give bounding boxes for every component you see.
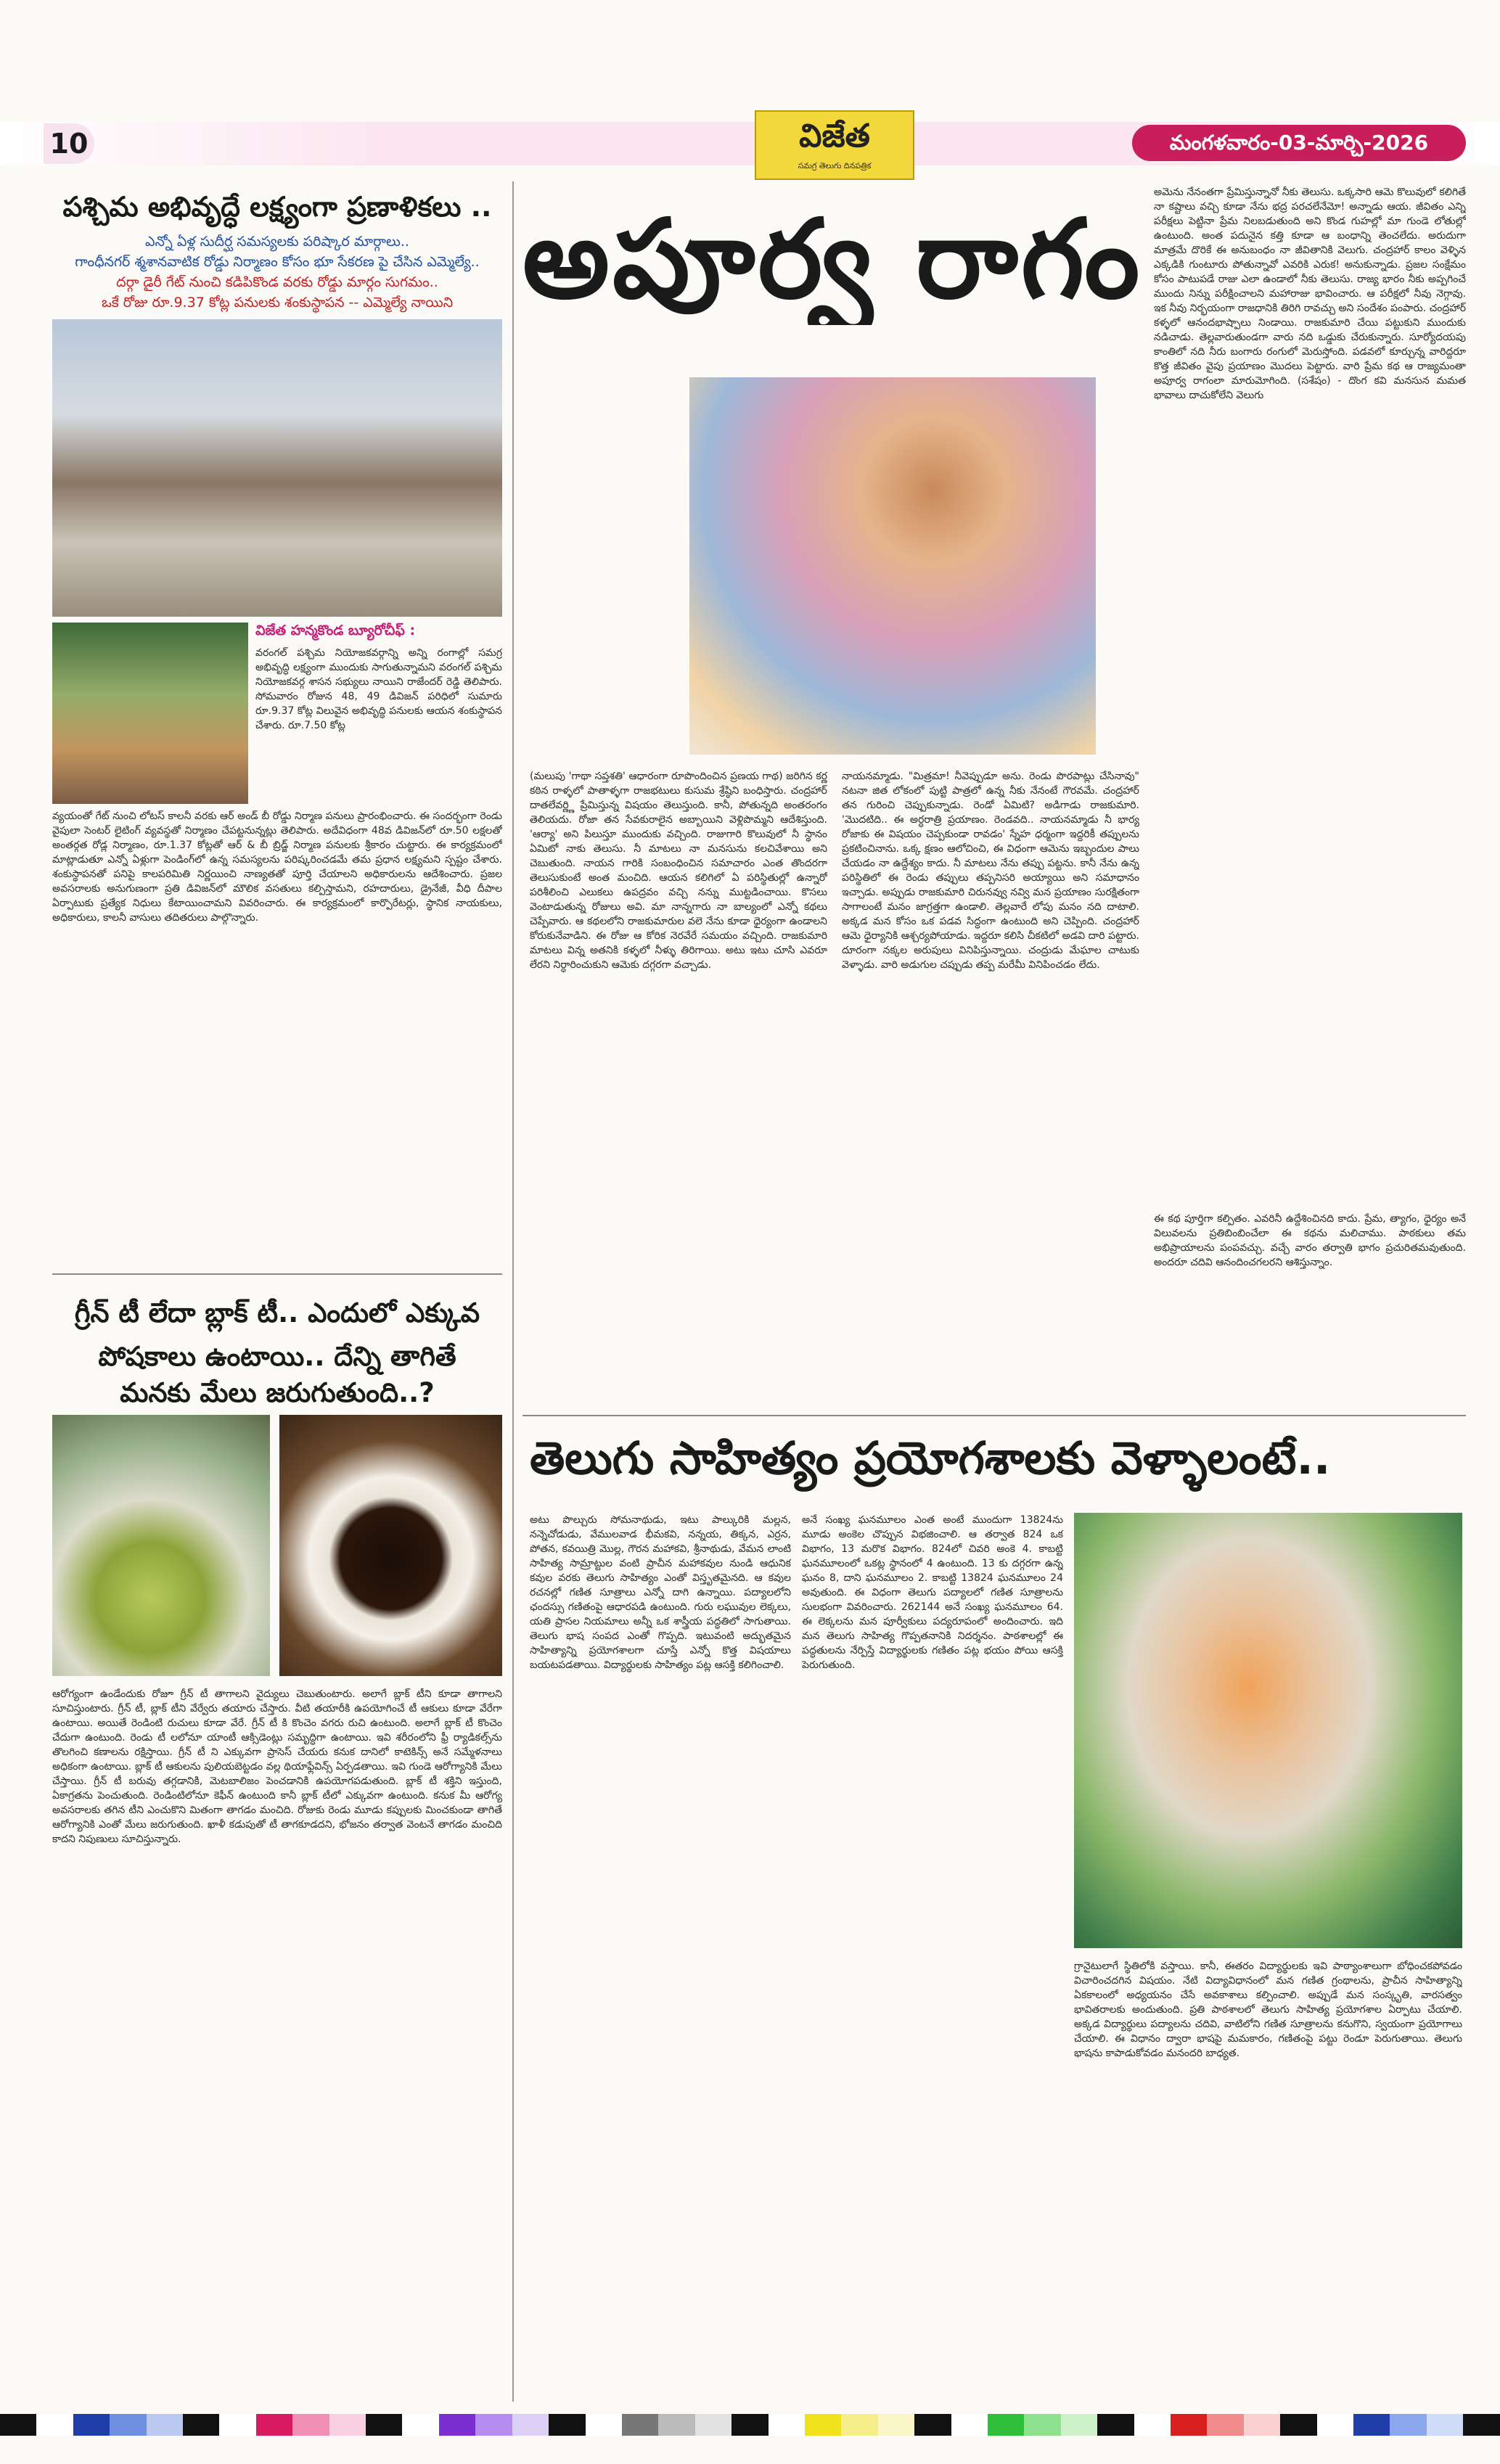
color-swatch bbox=[914, 2414, 951, 2436]
color-swatch bbox=[841, 2414, 877, 2436]
color-swatch bbox=[1427, 2414, 1463, 2436]
brand-tagline: సమగ్ర తెలుగు దినపత్రిక bbox=[798, 161, 872, 171]
article-title: పశ్చిమ అభివృద్ధే లక్ష్యంగా ప్రణాళికలు .. bbox=[62, 191, 492, 223]
color-swatch bbox=[402, 2414, 438, 2436]
story-body: (మలుపు 'గాథా సప్తశతి' ఆధారంగా రూపొందించిన ప్రణయ గాథ) జరిగిన కర్ణ కఠిన రాళ్ళలో పాతాళ్ళగా రాజభటులు కుసుమ శ్రేష్ఠిని బంధిస్తారు. చంద్రహార్ దాతలేవర్ణ్ణి ప్రేమిస్తున్న విషయం తెలుస్తుంది. కానీ, పోతున్నది అంతరంగం తెలియదు. రోజా తన సేవకురాలైన అబ్బాయిని వెళ్లిపొమ్మని ఆదేశిస్తుంది. 'ఆర్యా' అని పిలుస్తూ ముందుకు వచ్చింది. రాజుగారి కొలువులో నీ స్థానం ఏమిటో నాకు తెలుసు. నీ మాటలు నా మనసును కలచివేశాయి అని చెబుతుంది. నాయన గారికి సంబంధించిన సమాచారం ఎంత తొందరగా తెలుసుకుంటే అంత మంచిది. ఆయన కలిగిలో ఏ పరిస్థితుల్లో ఉన్నారో పరిశీలించి ఎలుకలు ఉపద్రవం వచ్చి నన్ను ముట్టడించాయి. కొసలు వెంటాడుతున్న రోజులు అవి. మా నాన్నగారు నా బాల్యంలో ఎన్నో కథలు చెప్పేవారు. ఆ కథలలోని రాజకుమారుల వలె నేను కూడా ధైర్యంగా ఉండాలని కోరుకునేవాడిని. ఈ రోజు ఆ కోరిక నెరవేరే సమయం వచ్చింది. రాజకుమారి మాటలు విన్న అతనికి కళ్ళలో నీళ్ళు తిరిగాయి. అటు ఇటు చూసి ఎవరూ లేరని నిర్ధారించుకుని ఆమెకు దగ్గరగా వచ్చాడు. bbox=[530, 771, 827, 971]
article-body: అనే సంఖ్య ఘనమూలం ఎంత అంటే ముందుగా 13824ను మూడు అంకెల చొప్పున విభజించాలి. ఆ తర్వాత 824 ఒక విభాగం, 13 మరొక విభాగం. 824లో చివరి అంకె 4. కాబట్టి ఘనమూలంలో ఒకట్ల స్థానంలో 4 ఉంటుంది. 13 కు దగ్గరగా ఉన్న ఘనం 8, దాని ఘనమూలం 2. కాబట్టి 13824 ఘనమూలం 24 అవుతుంది. ఈ విధంగా తెలుగు పద్యాలలో గణిత సూత్రాలను సులభంగా వివరించారు. 262144 అనే సంఖ్య ఘనమూలం 64. ఈ లెక్కలను మన పూర్వీకులు పద్యరూపంలో అందించారు. ఇది మన తెలుగు సాహిత్య గొప్పతనానికి నిదర్శనం. పాఠశాలల్లో ఈ పద్ధతులను నేర్పిస్తే విద్యార్థులకు గణితం పట్ల భయం పోయి ఆసక్తి పెరుగుతుంది. bbox=[802, 1514, 1063, 1671]
article-body: వరంగల్ పశ్చిమ నియోజకవర్గాన్ని అన్ని రంగాల్లో సమగ్ర అభివృద్ధి లక్ష్యంగా ముందుకు సాగుతున్నామని వరంగల్ పశ్చిమ నియోజకవర్గ శాసన సభ్యులు నాయిని రాజేందర్ రెడ్డి తెలిపారు. సోమవారం రోజున 48, 49 డివిజన్ పరిధిలో సుమారు రూ.9.37 కోట్ల విలువైన అభివృద్ధి పనులకు ఆయన శంకుస్థాపన చేశారు. రూ.7.50 కోట్ల bbox=[255, 647, 502, 731]
article-title: మనకు మేలు జరుగుతుంది..? bbox=[120, 1377, 435, 1408]
color-swatch bbox=[695, 2414, 731, 2436]
color-swatch bbox=[183, 2414, 219, 2436]
color-swatch bbox=[1134, 2414, 1171, 2436]
color-swatch bbox=[475, 2414, 512, 2436]
color-swatch bbox=[1353, 2414, 1390, 2436]
color-swatch bbox=[0, 2414, 36, 2436]
article-subtitle: ఎన్నో ఏళ్ల సుదీర్ఘ సమస్యలకు పరిష్కార మార్గాలు.. bbox=[145, 234, 409, 250]
article-title: తెలుగు సాహిత్యం ప్రయోగశాలకు వెళ్ళాలంటే.. bbox=[530, 1432, 1331, 1484]
color-swatch bbox=[1463, 2414, 1499, 2436]
color-swatch bbox=[586, 2414, 622, 2436]
color-swatch bbox=[988, 2414, 1024, 2436]
color-swatch bbox=[366, 2414, 402, 2436]
article-body: గ్రానైటులాగే స్థితిలోకి వస్తాయి. కానీ, ఈతరం విద్యార్థులకు ఇవి పాఠ్యాంశాలుగా బోధించకపోవడం విచారించదగిన విషయం. నేటి విద్యావిధానంలో మన గణిత గ్రంథాలను, ప్రాచీన సాహిత్యాన్ని ఏకకాలంలో అధ్యయనం చేసే అవకాశాలు కల్పించాలి. అప్పుడే మన సంస్కృతి, వారసత్వం భావితరాలకు అందుతుంది. ప్రతి పాఠశాలలో తెలుగు సాహిత్య ప్రయోగశాల ఏర్పాటు చేయాలి. అక్కడ విద్యార్థులు పద్యాలను చదివి, వాటిలోని గణిత సూత్రాలను కనుగొని, స్వయంగా ప్రయోగాలు చేయాలి. ఈ విధానం ద్వారా భాషపై మమకారం, గణితంపై పట్టు రెండూ పెరుగుతాయి. తెలుగు భాషను కాపాడుకోవడం మనందరి బాధ్యత. bbox=[1074, 1960, 1462, 2059]
article-body: ఆరోగ్యంగా ఉండేందుకు రోజూ గ్రీన్ టీ తాగాలని వైద్యులు చెబుతుంటారు. అలాగే బ్లాక్ టీని కూడా తాగాలని సూచిస్తుంటారు. గ్రీన్ టీ, బ్లాక్ టీని వేర్వేరు తయారు చేస్తారు. వీటి తయారీకి ఉపయోగించే టీ ఆకులు కూడా వేరేగా ఉంటాయి. అయితే రెండింటి రుచులు కూడా వేరే. గ్రీన్ టీ కి కొంచెం వగరు రుచి ఉంటుంది. అలాగే బ్లాక్ టీ కొంచెం చేదుగా ఉంటుంది. రెండు టీ లలోనూ యాంటీ ఆక్సిడెంట్లు సమృద్ధిగా ఉంటాయి. ఇవి శరీరంలోని ఫ్రీ ర్యాడికల్స్‌ను తొలగించి కణాలను రక్షిస్తాయి. గ్రీన్ టీ ని ఎక్కువగా ప్రాసెస్ చేయరు కనుక దానిలో కాటెకిన్స్ అనే సమ్మేళనాలు అధికంగా ఉంటాయి. బ్లాక్ టీ ఆకులను పులియబెట్టడం వల్ల థియాఫ్లేవిన్స్ ఏర్పడతాయి. ఇవి గుండె ఆరోగ్యానికి మేలు చేస్తాయి. గ్రీన్ టీ బరువు తగ్గడానికి, మెటబాలిజం పెంచడానికి ఉపయోగపడుతుంది. బ్లాక్ టీ శక్తిని ఇస్తుంది, ఏకాగ్రతను పెంచుతుంది. రెండింటిలోనూ కెఫీన్ ఉంటుంది కానీ బ్లాక్ టీలో ఎక్కువగా ఉంటుంది. కనుక మీ ఆరోగ్య అవసరాలకు తగిన టీని ఎంచుకొని మితంగా తాగడం మంచిది. రోజుకు రెండు మూడు కప్పులకు మించకుండా తాగితే ఆరోగ్యానికి ఎంతో మేలు జరుగుతుంది. ఖాళీ కడుపుతో టీ తాగకూడదని, భోజనం తర్వాత వెంటనే తాగడం మంచిది కాదని నిపుణులు సూచిస్తున్నారు. bbox=[52, 1688, 502, 1845]
color-swatch bbox=[110, 2414, 146, 2436]
color-swatch bbox=[147, 2414, 183, 2436]
article-subtitle: దర్గా డైరీ గేట్ నుంచి కడిపికొండ వరకు రోడ్డు మార్గం సుగమం.. bbox=[116, 274, 438, 290]
color-swatch bbox=[622, 2414, 658, 2436]
color-swatch bbox=[658, 2414, 694, 2436]
color-swatch bbox=[549, 2414, 585, 2436]
color-swatch bbox=[769, 2414, 805, 2436]
color-swatch bbox=[256, 2414, 292, 2436]
article-subtitle: ఒకే రోజు రూ.9.37 కోట్ల పనులకు శంకుస్థాపన -- ఎమ్మెల్యే నాయిని bbox=[101, 295, 454, 311]
color-swatch bbox=[951, 2414, 988, 2436]
color-swatch bbox=[1024, 2414, 1060, 2436]
color-calibration-strip bbox=[0, 2412, 1500, 2438]
story-body: ఈ కథ పూర్తిగా కల్పితం. ఎవరినీ ఉద్దేశించినది కాదు. ప్రేమ, త్యాగం, ధైర్యం అనే విలువలను ప్రతిబింబించేలా ఈ కథను మలిచాము. పాఠకులు తమ అభిప్రాయాలను పంపవచ్చు. వచ్చే వారం తర్వాతి భాగం ప్రచురితమవుతుంది. అందరూ చదివి ఆనందించగలరని ఆశిస్తున్నాం. bbox=[1154, 1213, 1466, 1268]
black-tea-photo bbox=[279, 1415, 502, 1676]
story-body: అమెను నేనంతగా ప్రేమిస్తున్నానో నీకు తెలుసు. ఒక్కసారి ఆమె కొలువులో కలిగితే నా కష్టాలు వచ్చి కూడా నేను భద్ర పరచలేనేమో! అన్నాడు ఆయ. జీవితం ఎన్ని పరీక్షలు పెట్టినా ప్రేమ నిలబడుతుంది అని కొండ గుహల్లో మా గుండె లోతుల్లో ఉంటుంది. అంత పదునైన కత్తి కూడా ఆ బంధాన్ని తెంచలేదు. అరుదుగా మాత్రమే దొరికే ఈ అనుబంధం నా జీవితానికి వెలుగు. చంద్రహార్ కాలం వెళ్ళిన ఎక్కడికి గుంటూరు పోతున్నావో ఎవరికి ఎరుక! అనుకున్నాడు. ప్రజల సంక్షేమం కోసం పాటుపడే రాజు ఎలా ఉండాలో నీకు తెలుసు. రాజ్య భారం నీకు అప్పగించే ముందు నిన్ను పరీక్షించాలని మహారాజు భావించారు. ఆ పరీక్షలో నీవు నెగ్గావు. ఇక నీవు నిర్భయంగా రాజధానికి తిరిగి రావచ్చు అని సందేశం పంపారు. చంద్రహార్ కళ్ళలో ఆనందభాష్పాలు నిండాయి. రాజకుమారి చేయి పట్టుకుని ముందుకు నడిచాడు. తెల్లవారుతుండగా వారు నది ఒడ్డుకు చేరుకున్నారు. సూర్యోదయపు కాంతిలో నది నీరు బంగారు రంగులో మెరుస్తోంది. పడవలో కూర్చున్న వారిద్దరూ కొత్త జీవితం వైపు ప్రయాణం మొదలు పెట్టారు. వారి ప్రేమ కథ ఆ రాజ్యమంతా అపూర్వ రాగంలా మారుమోగింది. (సశేషం) - దొంగ కవి మనసున మమత భావాలు దాచుకోలేని వెలుగు bbox=[1154, 186, 1466, 401]
color-swatch bbox=[329, 2414, 366, 2436]
column-divider bbox=[512, 181, 514, 2402]
article-body: వ్యయంతో గేట్ నుంచి లోటస్ కాలనీ వరకు ఆర్ అండ్ బీ రోడ్డు నిర్మాణ పనులు ప్రారంభించారు. ఈ సందర్భంగా రెండు వైపులా సెంటర్ లైటింగ్ వ్యవస్థతో నిర్మాణం చేపట్టనున్నట్లు తెలిపారు. అదేవిధంగా 48వ డివిజన్‌లో రూ.50 లక్షలతో అంతర్గత రోడ్ల నిర్మాణం, రూ.1.37 కోట్లతో ఆర్ & బీ బ్రిడ్జ్ నిర్మాణ పనులకు శ్రీకారం చుట్టారు. ఈ కార్యక్రమంలో మాట్లాడుతూ ఎన్నో ఏళ్లుగా పెండింగ్‌లో ఉన్న సమస్యలను పరిష్కరించడమే తమ ప్రధాన లక్ష్యమని స్పష్టం చేశారు. శంకుస్థాపనతో పనిపై కాలపరిమితి నిర్ణయించి నాణ్యతతో పూర్తి చేయాలని అధికారులను ఆదేశించారు. ప్రజల అవసరాలకు అనుగుణంగా ప్రతి డివిజన్‌లో మౌలిక వసతులు కల్పిస్తామని, రహదారులు, డ్రైనేజీ, వీధి దీపాల ఏర్పాటుకు ప్రత్యేక నిధులు కేటాయించామని వివరించారు. ఈ కార్యక్రమంలో కార్పొరేటర్లు, స్థానిక నాయకులు, అధికారులు, కాలనీ వాసులు తదితరులు పాల్గొన్నారు. bbox=[52, 810, 502, 924]
section-divider bbox=[522, 1415, 1466, 1416]
story-illustration bbox=[689, 377, 1096, 755]
color-swatch bbox=[1280, 2414, 1316, 2436]
color-swatch bbox=[878, 2414, 914, 2436]
brand-name: విజేత bbox=[799, 118, 870, 155]
byline: విజేత హన్మకొండ బ్యూరోచీఫ్ : bbox=[255, 623, 416, 638]
color-swatch bbox=[1171, 2414, 1207, 2436]
section-divider bbox=[52, 1273, 502, 1275]
color-swatch bbox=[731, 2414, 768, 2436]
page-number: 10 bbox=[44, 123, 94, 164]
color-swatch bbox=[73, 2414, 110, 2436]
color-swatch bbox=[805, 2414, 841, 2436]
color-swatch bbox=[1061, 2414, 1097, 2436]
article-body: అటు పొల్చురు సోమనాథుడు, ఇటు పాల్కురికి మల్లన, నన్నెచోడుడు, వేములవాడ భీమకవి, నన్నయ, తిక్కన, ఎర్రన, పోతన, కవయిత్రి మొల్ల, గౌరన మహాకవి, శ్రీనాథుడు, వేమన లాంటి సాహిత్య సామ్రాట్టుల వంటి ప్రాచీన మహాకవుల నుండి ఆధునిక కవుల వరకు తెలుగు సాహిత్యం ఎంతో విస్తృతమైనది. ఆ కవుల రచనల్లో గణిత సూత్రాలు ఎన్నో దాగి ఉన్నాయి. పద్యాలలోని ఛందస్సు గణితంపై ఆధారపడి ఉంటుంది. గురు లఘువుల లెక్కలు, యతి ప్రాసల నియమాలు అన్నీ ఒక శాస్త్రీయ పద్ధతిలో సాగుతాయి. తెలుగు భాష సంపద ఎంతో గొప్పది. ఇటువంటి అద్భుతమైన సాహిత్యాన్ని ప్రయోగశాలగా చూస్తే ఎన్నో కొత్త విషయాలు బయటపడతాయి. విద్యార్థులకు సాహిత్యం పట్ల ఆసక్తి కలిగించాలి. bbox=[530, 1514, 791, 1671]
color-swatch bbox=[1317, 2414, 1353, 2436]
story-body: నాయనమ్మాడు. "మిత్రమా! నీవెప్పుడూ అను. రెండు పొరపాట్లు చేసినావు" నటనా జిత లోకంలో పుట్టి పాత్రలో ఉన్న నీకు నేనంటే గౌరవమే. చంద్రహార్ తన గురించి చెప్పుకున్నాడు. రెండో ఏమిటి? అడిగాడు రాజకుమారి. 'మొదటిది.. ఈ అర్ధరాత్రి ప్రయాణం. రెండవది.. నాయనమ్మాడు నీ భార్య రోజాకు ఈ విషయం చెప్పకుండా రావడం' స్నేహ ధర్మంగా ఇద్దరికీ తప్పులను ప్రకటించినాను. ఒక్క క్షణం ఆలోచించి, ఈ విధంగా ఆమెను ఇబ్బందుల పాలు చేయడం నా ఉద్దేశ్యం కాదు. నీ మాటలు నేను తప్పు పట్టను. కానీ నేను ఉన్న పరిస్థితిలో ఈ రెండు తప్పులు తప్పనిసరి అయ్యాయి అని సమాధానం ఇచ్చాడు. అప్పుడు రాజకుమారి చిరునవ్వు నవ్వి మన ప్రయాణం సురక్షితంగా సాగాలంటే మనం జాగ్రత్తగా ఉండాలి. తెల్లవారే లోపు మనం నది దాటాలి. అక్కడ మన కోసం ఒక పడవ సిద్ధంగా ఉంటుంది అని చెప్పింది. చంద్రహార్ ఆమె ధైర్యానికి ఆశ్చర్యపోయాడు. ఇద్దరూ కలిసి చీకటిలో అడవి దారి పట్టారు. దూరంగా నక్కల అరుపులు వినిపిస్తున్నాయి. చంద్రుడు మేఘాల చాటుకు వెళ్ళాడు. వారి అడుగుల చప్పుడు తప్ప మరేమీ వినిపించడం లేదు. bbox=[842, 771, 1139, 971]
color-swatch bbox=[292, 2414, 329, 2436]
story-title: అపూర్వ రాగం bbox=[522, 197, 1143, 323]
news-photo-inauguration bbox=[52, 319, 502, 617]
green-tea-photo bbox=[52, 1415, 270, 1676]
news-photo-ceremony bbox=[52, 623, 248, 804]
color-swatch bbox=[36, 2414, 73, 2436]
color-swatch bbox=[512, 2414, 549, 2436]
color-swatch bbox=[1244, 2414, 1280, 2436]
color-swatch bbox=[1390, 2414, 1426, 2436]
article-title: గ్రీన్ టీ లేదా బ్లాక్ టీ.. ఎందులో ఎక్కువ bbox=[74, 1297, 480, 1328]
color-swatch bbox=[439, 2414, 475, 2436]
article-subtitle: గాంధీనగర్ శ్మశానవాటిక రోడ్డు నిర్మాణం కోసం భూ సేకరణ పై చేసిన ఎమ్మెల్యే.. bbox=[75, 254, 480, 270]
color-swatch bbox=[1207, 2414, 1243, 2436]
color-swatch bbox=[219, 2414, 255, 2436]
issue-date: మంగళవారం-03-మార్చి-2026 bbox=[1132, 125, 1466, 161]
sage-illustration bbox=[1074, 1513, 1462, 1948]
article-title: పోషకాలు ఉంటాయి.. దేన్ని తాగితే bbox=[98, 1341, 456, 1372]
color-swatch bbox=[1097, 2414, 1134, 2436]
